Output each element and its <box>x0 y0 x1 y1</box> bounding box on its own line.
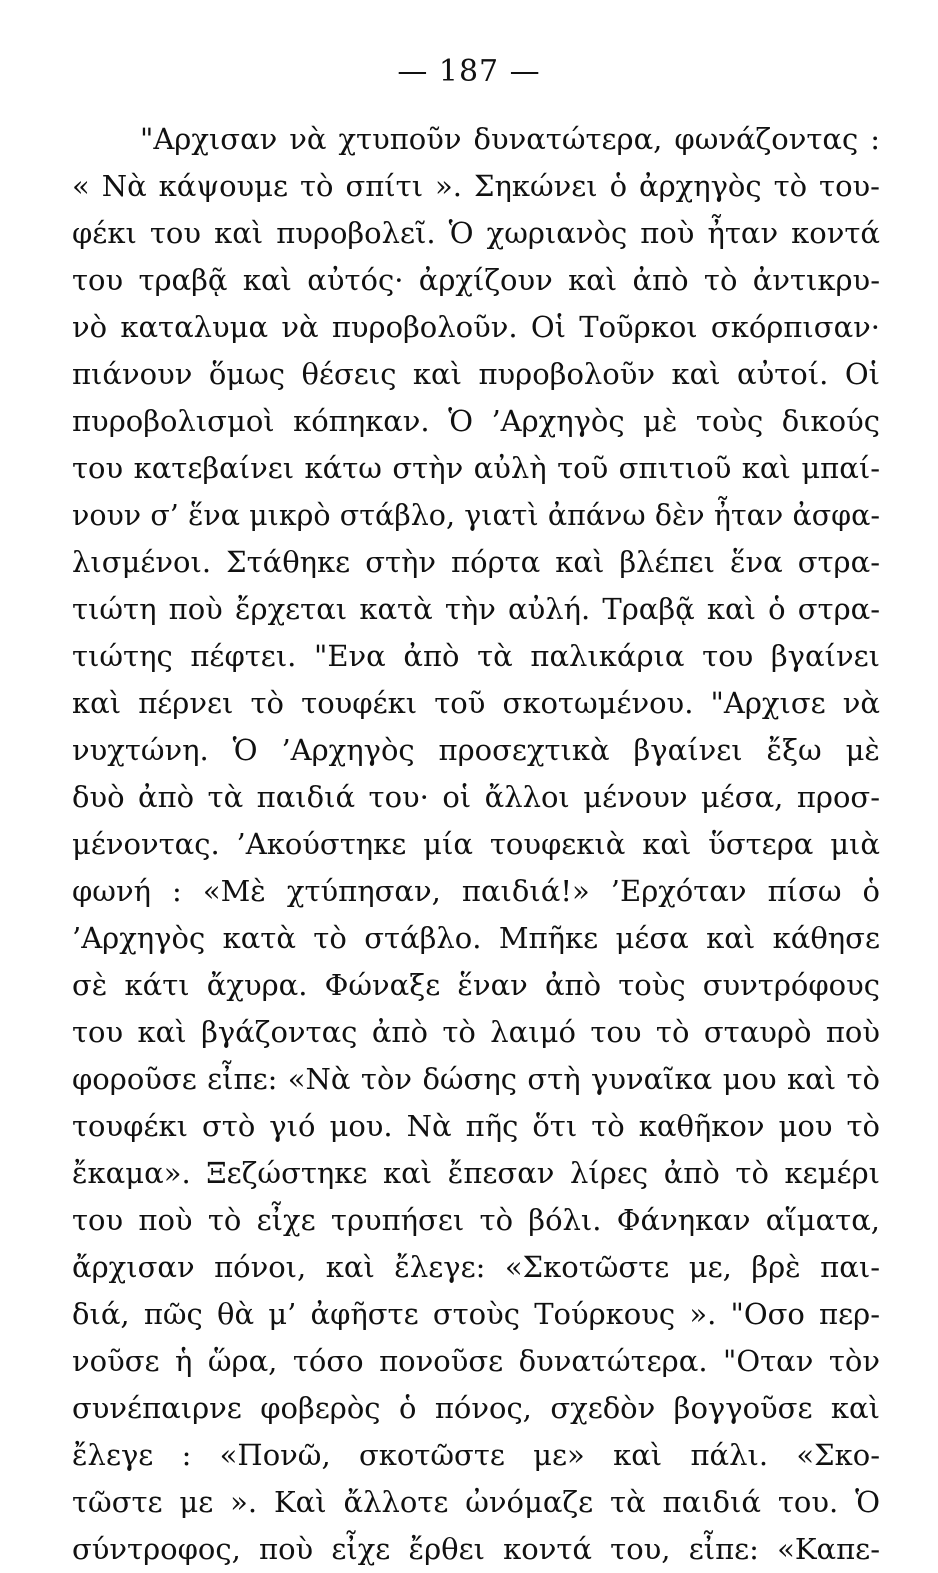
text-line: του ποὺ τὸ εἶχε τρυπήσει τὸ βόλι. Φάνηκαν αἵματα, <box>72 1203 880 1237</box>
text-line: διά, πῶς θὰ μ’ ἀφῆστε στοὺς Τούρκους ». "Οσο περ- <box>72 1297 880 1331</box>
text-line: νὸ καταλυμα νὰ πυροβολοῦν. Οἱ Τοῦρκοι σκόρπισαν· <box>72 310 880 344</box>
text-line: σὲ κάτι ἄχυρα. Φώναξε ἕναν ἀπὸ τοὺς συντρόφους <box>72 968 880 1002</box>
text-line: του κατεβαίνει κάτω στὴν αὐλὴ τοῦ σπιτιοῦ καὶ μπαί- <box>72 451 880 485</box>
text-line: φέκι του καὶ πυροβολεῖ. Ὁ χωριανὸς ποὺ ἦταν κοντά <box>72 216 880 250</box>
text-line: ἔκαμα». Ξεζώστηκε καὶ ἔπεσαν λίρες ἀπὸ τὸ κεμέρι <box>72 1156 880 1190</box>
text-line: ἄρχισαν πόνοι, καὶ ἔλεγε: «Σκοτῶστε με, βρὲ παι- <box>72 1250 880 1284</box>
text-line: τουφέκι στὸ γιό μου. Νὰ πῆς ὅτι τὸ καθῆκον μου τὸ <box>72 1109 880 1143</box>
page-number: — 187 — <box>397 54 541 89</box>
text-line: καὶ πέρνει τὸ τουφέκι τοῦ σκοτωμένου. "Αρχισε νὰ <box>72 686 880 720</box>
text-line: του καὶ βγάζοντας ἀπὸ τὸ λαιμό του τὸ σταυρὸ ποὺ <box>72 1015 880 1049</box>
text-line: τιώτη ποὺ ἔρχεται κατὰ τὴν αὐλή. Τραβᾷ καὶ ὁ στρα- <box>72 592 880 626</box>
body-text <box>72 116 880 1573</box>
text-line: του τραβᾷ καὶ αὐτός· ἀρχίζουν καὶ ἀπὸ τὸ ἀντικρυ- <box>72 263 880 297</box>
text-line: νουν σ’ ἕνα μικρὸ στάβλο, γιατὶ ἀπάνω δὲν ἦταν ἀσφα- <box>72 499 880 532</box>
text-line: τῶστε με ». Καὶ ἄλλοτε ὠνόμαζε τὰ παιδιά του. Ὁ <box>72 1485 880 1519</box>
text-line: πυροβολισμοὶ κόπηκαν. Ὁ ’Αρχηγὸς μὲ τοὺς δικούς <box>72 404 880 438</box>
text-line: συνέπαιρνε φοβερὸς ὁ πόνος, σχεδὸν βογγοῦσε καὶ <box>72 1391 880 1425</box>
text-line: φοροῦσε εἶπε: «Νὰ τὸν δώσης στὴ γυναῖκα μου καὶ τὸ <box>72 1062 880 1096</box>
text-line: « Νὰ κάψουμε τὸ σπίτι ». Σηκώνει ὁ ἀρχηγὸς τὸ του- <box>72 169 880 203</box>
text-line: λισμένοι. Στάθηκε στὴν πόρτα καὶ βλέπει ἕνα στρα- <box>72 545 880 579</box>
text-line: ’Αρχηγὸς κατὰ τὸ στάβλο. Μπῆκε μέσα καὶ κάθησε <box>72 921 880 955</box>
text-line: μένοντας. ’Ακούστηκε μία τουφεκιὰ καὶ ὕστερα μιὰ <box>72 827 880 861</box>
text-line: τιώτης πέφτει. "Ενα ἀπὸ τὰ παλικάρια του βγαίνει <box>72 639 880 673</box>
text-line: φωνή : «Μὲ χτύπησαν, παιδιά!» ’Ερχόταν πίσω ὁ <box>72 874 880 908</box>
text-line: "Αρχισαν νὰ χτυποῦν δυνατώτερα, φωνάζοντας : <box>140 122 880 156</box>
text-line: νοῦσε ἡ ὥρα, τόσο πονοῦσε δυνατώτερα. "Οταν τὸν <box>72 1344 880 1378</box>
text-line: νυχτώνη. Ὁ ’Αρχηγὸς προσεχτικὰ βγαίνει ἔξω μὲ <box>72 733 880 767</box>
text-line: πιάνουν ὅμως θέσεις καὶ πυροβολοῦν καὶ αὐτοί. Οἱ <box>72 357 880 391</box>
text-line: ἔλεγε : «Πονῶ, σκοτῶστε με» καὶ πάλι. «Σκο- <box>72 1438 880 1472</box>
text-line: σύντροφος, ποὺ εἶχε ἔρθει κοντά του, εἶπε: «Καπε- <box>72 1532 880 1566</box>
text-line: δυὸ ἀπὸ τὰ παιδιά του· οἱ ἄλλοι μένουν μέσα, προσ- <box>72 780 880 814</box>
